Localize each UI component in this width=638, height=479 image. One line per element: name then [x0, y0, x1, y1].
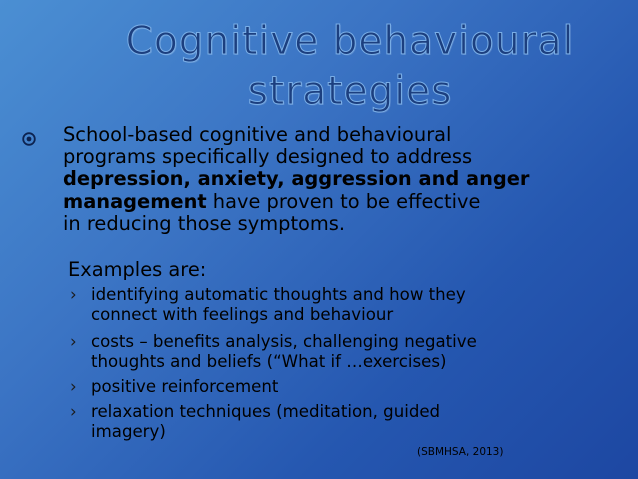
- main-paragraph: [63, 124, 603, 235]
- main-paragraph-line-2: programs specifically designed to address: [63, 145, 473, 169]
- main-paragraph-line-1: School-based cognitive and behavioural: [63, 123, 452, 146]
- circle-target-icon: [22, 132, 36, 146]
- sub-item-line: thoughts and beliefs (“What if …exercises): [91, 351, 447, 371]
- sub-item-text: [91, 332, 477, 372]
- bold-emphasis: management: [63, 189, 207, 213]
- chevron-right-icon: ›: [70, 332, 77, 351]
- chevron-right-icon: ›: [70, 285, 77, 304]
- sub-item-line: identifying automatic thoughts and how they: [91, 285, 466, 304]
- slide-title-line-1: Cognitive behavioural: [125, 19, 575, 64]
- sub-item-line: positive reinforcement: [91, 377, 279, 396]
- examples-label: Examples are:: [68, 258, 207, 281]
- sub-item-text: [91, 285, 466, 325]
- main-paragraph-line-3: [63, 168, 603, 190]
- slide-title-line-2: strategies: [247, 69, 453, 114]
- sub-item-line: imagery): [91, 421, 166, 441]
- sub-item-line: costs – benefits analysis, challenging negative: [91, 332, 477, 351]
- sub-item-line: relaxation techniques (meditation, guided: [91, 402, 441, 421]
- sub-item-line: connect with feelings and behaviour: [91, 304, 394, 324]
- main-paragraph-line-4: [63, 191, 603, 213]
- bold-emphasis: depression, anxiety, aggression and anger: [63, 167, 530, 191]
- main-paragraph-line-4-rest: have proven to be effective: [206, 189, 481, 213]
- chevron-right-icon: ›: [70, 402, 77, 421]
- sub-item-text: [91, 402, 440, 442]
- citation: (SBMHSA, 2013): [417, 446, 504, 458]
- chevron-right-icon: ›: [70, 377, 77, 396]
- main-paragraph-line-5: in reducing those symptoms.: [63, 211, 346, 235]
- sub-item-text: [91, 377, 278, 397]
